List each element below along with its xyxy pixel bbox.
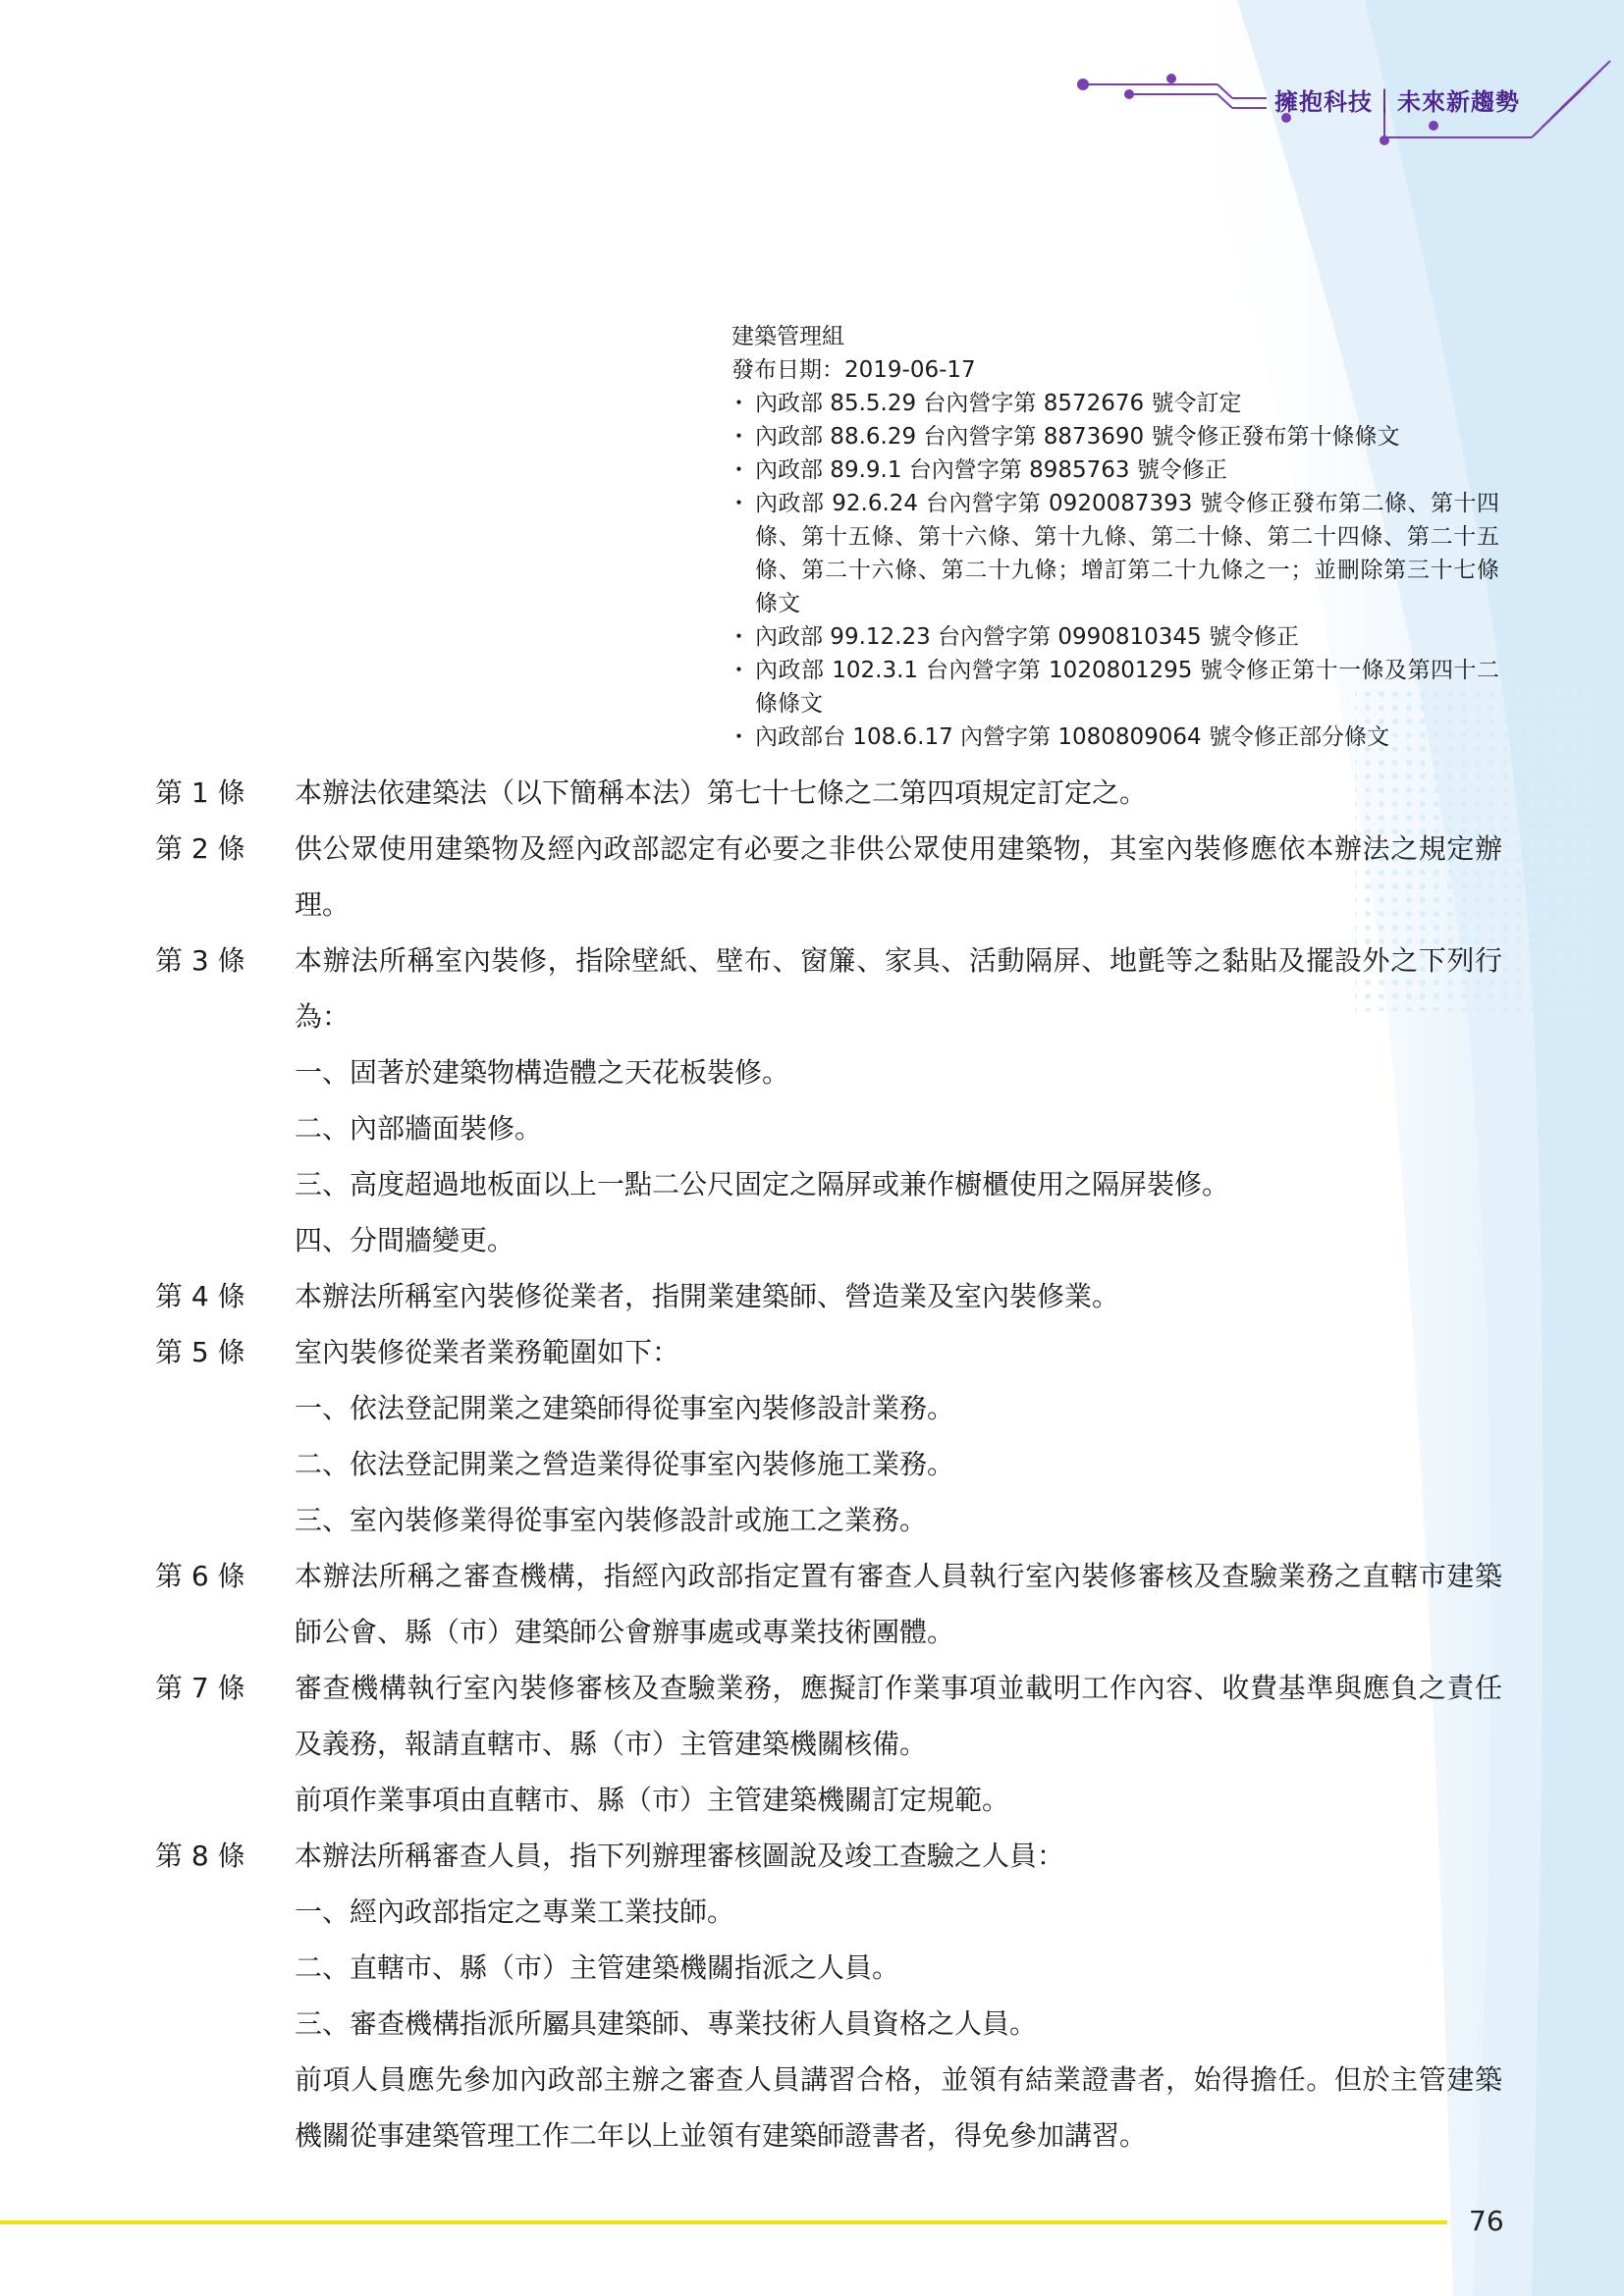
article-text: 室內裝修從業者業務範圍如下：: [295, 1336, 680, 1368]
article-item: 三、高度超過地板面以上一點二公尺固定之隔屏或兼作櫥櫃使用之隔屏裝修。: [295, 1168, 1230, 1201]
article-label: 第 8 條: [155, 1840, 245, 1872]
article-subparagraph: 前項人員應先參加內政部主辦之審查人員講習合格，並領有結業證書者，始得擔任。但於主管建築機關從事建築管理工作二年以上並領有建築師證書者，得免參加講習。: [295, 2063, 1502, 2152]
history-item: ・ 內政部 92.6.24 台內營字第 0920087393 號令修正發布第二條、第十四條、第十五條、第十六條、第十九條、第二十條、第二十四條、第二十五條、第二十六條、第二十九條；增訂第二十九條之一；並刪除第三十七條條文: [731, 487, 1499, 620]
meta-org: 建築管理組: [731, 324, 844, 349]
article-item: 二、內部牆面裝修。: [295, 1112, 543, 1145]
history-item: ・ 內政部 102.3.1 台內營字第 1020801295 號令修正第十一條及第四十二條條文: [731, 654, 1499, 721]
article-text: 供公眾使用建築物及經內政部認定有必要之非供公眾使用建築物，其室內裝修應依本辦法之規定辦理。: [295, 832, 1502, 921]
article-1: [155, 765, 1502, 821]
article-item: 四、分間牆變更。: [295, 1224, 515, 1256]
header-title: 擁抱科技｜未來新趨勢: [1274, 88, 1520, 116]
page-number: 76: [1469, 2205, 1504, 2237]
article-label: 第 2 條: [155, 832, 245, 865]
article-text: 本辦法所稱審查人員，指下列辦理審核圖說及竣工查驗之人員：: [295, 1840, 1065, 1872]
article-text: 本辦法所稱室內裝修從業者，指開業建築師、營造業及室內裝修業。: [295, 1280, 1120, 1312]
article-subparagraph: 前項作業事項由直轄市、縣（市）主管建築機關訂定規範。: [295, 1784, 1010, 1816]
article-text: 本辦法所稱之審查機構，指經內政部指定置有審查人員執行室內裝修審核及查驗業務之直轄市建築師公會、縣（市）建築師公會辦事處或專業技術團體。: [295, 1560, 1502, 1648]
article-item: 三、審查機構指派所屬具建築師、專業技術人員資格之人員。: [295, 2007, 1038, 2040]
article-item: 一、依法登記開業之建築師得從事室內裝修設計業務。: [295, 1392, 955, 1424]
article-list: [155, 765, 1502, 2163]
article-8: [155, 1828, 1502, 2163]
article-7: [155, 1660, 1502, 1828]
article-item: 一、經內政部指定之專業工業技師。: [295, 1896, 735, 1928]
article-text: 本辦法依建築法（以下簡稱本法）第七十七條之二第四項規定訂定之。: [295, 776, 1148, 809]
regulation-meta: [731, 320, 1499, 754]
article-item: 二、直轄市、縣（市）主管建築機關指派之人員。: [295, 1951, 900, 1984]
article-text: 本辦法所稱室內裝修，指除壁紙、壁布、窗簾、家具、活動隔屏、地氈等之黏貼及擺設外之下列行為：: [295, 944, 1502, 1033]
history-item: ・ 內政部 99.12.23 台內營字第 0990810345 號令修正: [731, 620, 1499, 654]
history-item: ・ 內政部台 108.6.17 內營字第 1080809064 號令修正部分條文: [731, 721, 1499, 754]
article-label: 第 7 條: [155, 1672, 245, 1704]
article-6: [155, 1548, 1502, 1660]
article-label: 第 6 條: [155, 1560, 245, 1592]
history-item: ・ 內政部 85.5.29 台內營字第 8572676 號令訂定: [731, 387, 1499, 420]
article-text: 審查機構執行室內裝修審核及查驗業務，應擬訂作業事項並載明工作內容、收費基準與應負之責任及義務，報請直轄市、縣（市）主管建築機關核備。: [295, 1672, 1502, 1760]
footer-rule: [0, 2220, 1447, 2224]
article-4: [155, 1268, 1502, 1324]
article-item: 三、室內裝修業得從事室內裝修設計或施工之業務。: [295, 1504, 928, 1536]
article-label: 第 3 條: [155, 944, 245, 977]
history-item: ・ 內政部 88.6.29 台內營字第 8873690 號令修正發布第十條條文: [731, 420, 1499, 454]
article-3: [155, 933, 1502, 1268]
article-label: 第 1 條: [155, 776, 245, 809]
article-label: 第 5 條: [155, 1336, 245, 1368]
article-2: [155, 821, 1502, 933]
article-item: 一、固著於建築物構造體之天花板裝修。: [295, 1056, 790, 1089]
article-5: [155, 1324, 1502, 1548]
article-label: 第 4 條: [155, 1280, 245, 1312]
history-item: ・ 內政部 89.9.1 台內營字第 8985763 號令修正: [731, 454, 1499, 487]
article-item: 二、依法登記開業之營造業得從事室內裝修施工業務。: [295, 1448, 955, 1480]
meta-date: 發布日期：2019-06-17: [731, 357, 976, 383]
